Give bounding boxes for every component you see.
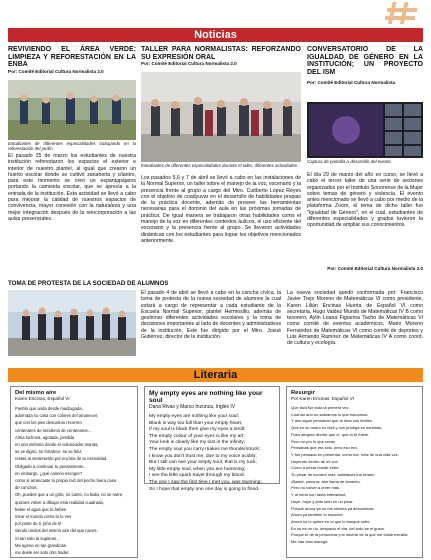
poem-author: Karen Encinas, Español VI [15,396,70,401]
poem-box-empty-eyes [144,386,280,492]
poem-text: Pueblo que anda desde madrugada, adornada su casa con colores del amanecer, que con los pies descalzos recorren centenares de senderos de centenares... Alma luchona, agotada, perdida en una sinfonía donde el colonizador manda, se ve digno, se fortalece, se ve feliz, restas tu sentimiento por encima de tu necesidad. Obligado a continuar tu pensamiento, en embargo, ¿qué camino escoger? como si arrancaste tu propia raíz del pecho fuera casa de conchos. Oh, puedes que a un grito, no canto, no baila, no se nutre, quizoes volver a dibujar esta realidad cuadrada, beber el agua que tú bebes mirar el mundo como tú lo ves por parte de ti, jirón de ti! siendo unidos del mismo aire del que naces. Si tan solo tú supieras... Me ageno en tan grandiosa me duele ser solo otro trader. [15,406,124,556]
workshop-caption: Estudiantes de diferentes especialidades durante el taller, diferentes actividades. [141,163,299,168]
hashtag-decoration [383,0,423,26]
news-section-banner: Noticias [8,28,423,42]
poem-author: Por Karen Encinas, Español VI [291,396,355,401]
article-headline: REVIVIENDO EL ÁREA VERDE: LIMPIEZA Y REFORESTACIÓN EN LA ENBA [8,46,136,69]
zoom-caption: Captura de pantalla a desarrollo del evento [307,159,391,164]
workshop-body: Los pasados 5,6 y 7 de abril se llevó a cabo en las instalaciones de la Normal Superior, un taller sobre el manejo de la voz, escenario y la presencia frente al grupo a cargo del Mtro. Cuitberto López Reyes con el objetivo de coadyuvar en el desarrollo de habilidades propias de la práctica docente, además de proveer las herramientas necesarias para el dominio del aula en las próximas jornadas de práctica. De igual manera se trabajaron otras habilidades como el manejo de la voz en diferentes contextos áulicos, el uso eficiente del escenario y la presencia frente al grupo. Se llevaron actividades dinámicas con los estudiantes para lograr los objetivos mencionados anteriormente. [141,175,301,244]
poem-title: My empty eyes are nothing like your soul [149,390,263,404]
article-headline: CONVERSATORIO DE LA IGUALDAD DE GÉNERO EN LA INSTITUCIÓN; UN PROYECTO DEL ISM [307,46,423,76]
article-reforestation-header [8,46,136,75]
poem-box-resurgir [286,386,423,558]
literary-section-banner: Literaria [8,368,423,382]
article-byline: Por: Comité Editorial Cultura Normalista 2.0 [8,68,104,74]
poem-author: Dana Rivas y Marco Inzunza, Inglés IV [149,404,236,410]
article-headline: TOMA DE PROTESTA DE LA SOCIEDAD DE ALUMNOS [8,280,169,287]
gender-body: El día 29 de marzo del año en curso, se llevó a cabo el tercer taller de una serie de sesiones organizados por el Instituto Sonorense de la Mujer sobre temas de género y violencia. El evento antes mencionado se llevó a cabo por medio de la plataforma Zoom, el tema de dicho taller fue "Igualdad de Género", en el cual, estudiantes de diferentes especialidades y grados tuvieron la oportunidad de ampliar sus conocimientos. [307,172,423,229]
student-society-photo [8,290,136,356]
workshop-photo [141,72,301,162]
poem-title: Resurgir [291,390,315,396]
reforestation-caption: Estudiantes de diferentes especialidades trabajando en la reforestación del jardín [8,141,136,152]
zoom-screenshot [307,102,423,158]
article-byline: Por: Comité Editorial Cultura Normalista 2.0 [327,266,423,271]
student-society-body-1: El pasado 4 de abril se llevó a cabo en la cancha cívica, la toma de protesta de la nueva sociedad de alumnos la cual estará a cargo de representar a cada estudiante de la Escuela Normal Superior, plantel Hermosillo, además de gestionar diferentes actividades escolares y la toma de decisiones importantes al lado de docentes y administrativos de la institución. Este fue dirigido por el Mtro. Josué Gutiérrez, director de la institución. [141,290,281,341]
reforestation-photo [8,80,136,140]
student-society-body-2: La nueva sociedad quedó conformada por: Francisco Javier Trejo Moreno de Matemáticas VI como presidente, Karen Lilián Encinas Huerta de Español VI como secretaria, Hugo Valdez Mundo de Matemáticas IV B como tesorero, Aylin Loana Figueroa Tacho de Matemáticas VI como comité de eventos académicos, Mario Moreno Fernandez de Matemáticas VI como comité de deportes y Luis Armando Ramírez de Matemáticas IV A como coord. de cultura y ecología. [287,290,423,347]
article-headline: TALLER PARA NORMALISTAS: REFORZANDO SU EXPRESIÓN ORAL [141,46,301,61]
article-byline: Por: Comité Editorial Cultura Normalista 2.0 [141,61,237,67]
article-student-society-header [8,280,248,288]
poem-text: Que fácil fue toda la primera vez, Cuando aún no sabíamos lo que hacíamos. Y aún sigue pensando que la rima con límites Que en su rostro es fácil y nos prodiga en sonrisas. Pues alegres decirte que sí, que tú te fuiste. Pero no por lo que creas, Pensabas que era sólo, pero eso era, Y fue pensado en presentar, como fue, más de una vida vez. Huyendo dentro de mi voz Como a pesar hundir entre Tu pesar de sombra más, satisfaces tus errado ¡Basta!, susurra, aún llama de lamento. Pero no volver a creer más, Y al mirar con tanta intensidad, Huye, huye y pide lado en un pisar. Porque ahora ya no me sientes ya desvanecer. Ahora ya también lo escuche. Ahora no lo quiere en el que lo busqué sufrir En su es un río, despacio el día, del todo se el gusto. Porque tú de la penumbra y la muerte de la que me fuiste extraña Me has vida resurgir. [291,405,408,545]
poem-box-del-mismo-aire [10,386,138,558]
poem-text: My empty eyes are nothing like your soul; Blank is way too full than your empty heart; If my soul is black then give my eyes a stroll; The empty colour of your eyes is like my art; Your look is clearly like my lost in the infinity; The empty soul you carry makes me thunderstruck; I know you don't trust me, due to my voice acidity; But I still can see your empty soul, that is my luck; My little empty soul, when you are humming; I see the little spark travel through my blood; The one I saw the first time I met you, was stunning; So I hope that empty one one day is going to flood. [149,414,262,492]
article-gender-header [307,46,423,86]
article-workshop-header [141,46,301,67]
article-byline: Por: Comité Editorial Cultura Normalista [307,80,396,86]
poem-title: Del mismo aire [15,390,57,396]
reforestation-body: El pasado 25 de marzo los estudiantes de nuestra institución reforestaron los espacios el exterior e interior de nuestro plantel, al igual que crearon un huerto escolar donde se cultivó zanahoria y cilantro, para este momento se creó un espantapájaros portando la camiseta escolar, que se aprecia a la entrada de la institución. Esta actividad se llevó a cabo para mejorar la calidad de nuestros espacios de convivencia, mayor conexión con la naturaleza y una mejor integración después de la reincorporación a las aulas presenciales. [8,153,136,222]
